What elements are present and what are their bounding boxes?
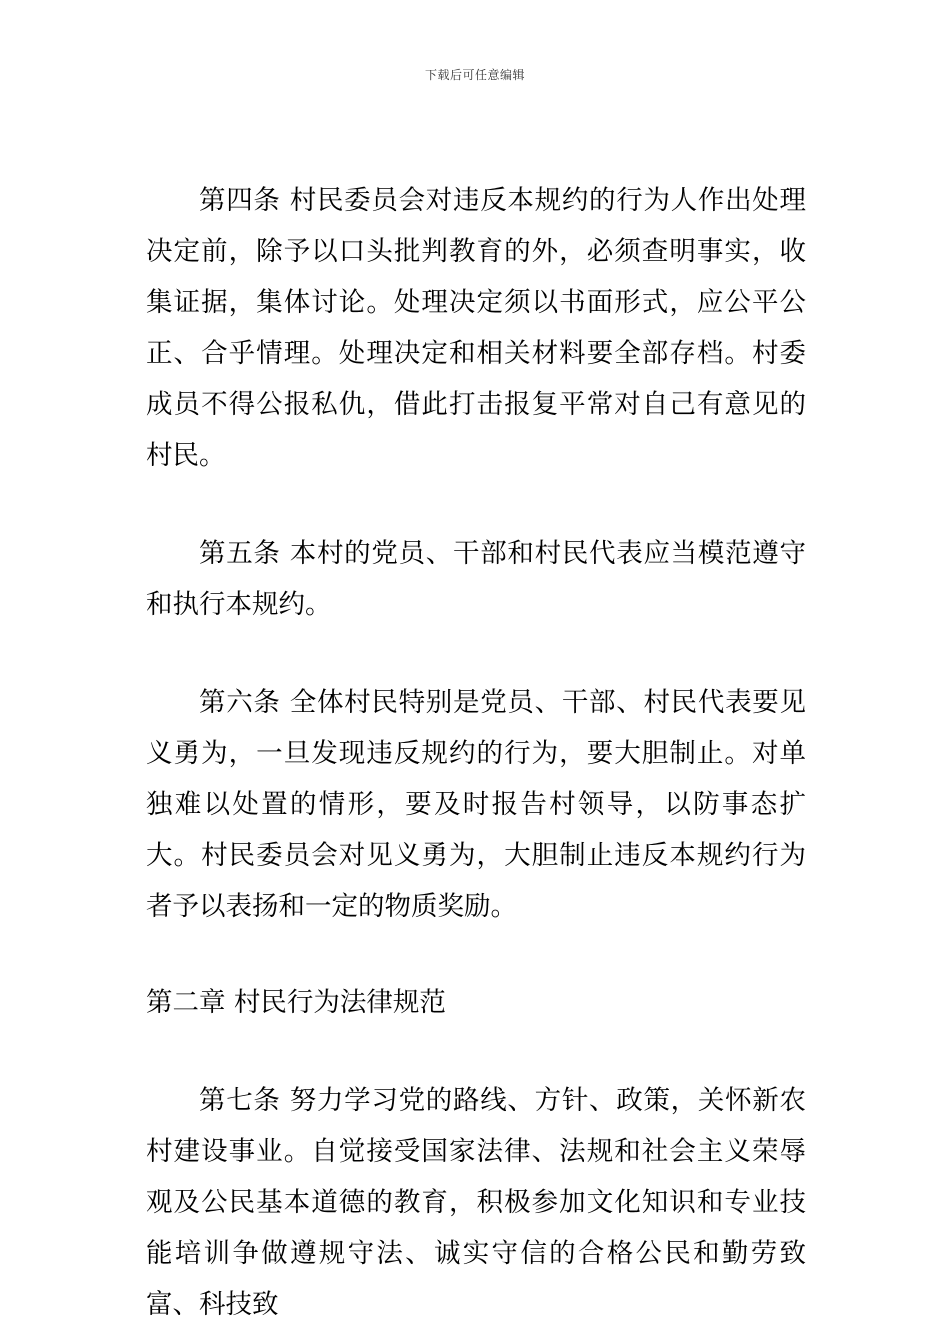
paragraph-spacer — [146, 481, 806, 528]
article-6: 第六条 全体村民特别是党员、干部、村民代表要见义勇为，一旦发现违反规约的行为，要大胆制止。对单独难以处置的情形，要及时报告村领导，以防事态扩大。村民委员会对见义勇为，大胆制止违反本规约行为者予以表扬和一定的物质奖励。 — [146, 687, 806, 922]
document-body — [146, 175, 806, 1330]
header-note: 下载后可任意编辑 — [424, 68, 525, 82]
article-7: 第七条 努力学习党的路线、方针、政策，关怀新农村建设事业。自觉接受国家法律、法规和社会主义荣辱观及公民基本道德的教育，积极参加文化知识和专业技能培训争做遵规守法、诚实守信的合格公民和勤劳致富、科技致 — [146, 1085, 806, 1320]
paragraph-spacer — [146, 932, 806, 977]
chapter-heading: 第二章 村民行为法律规范 — [146, 987, 446, 1018]
paragraph-spacer — [146, 1028, 806, 1075]
article-5: 第五条 本村的党员、干部和村民代表应当模范遵守和执行本规约。 — [146, 538, 806, 620]
paragraph-spacer — [146, 630, 806, 677]
article-4: 第四条 村民委员会对违反本规约的行为人作出处理决定前，除予以口头批判教育的外，必须查明事实，收集证据，集体讨论。处理决定须以书面形式，应公平公正、合乎情理。处理决定和相关材料要全部存档。村委成员不得公报私仇，借此打击报复平常对自己有意见的村民。 — [146, 185, 806, 471]
